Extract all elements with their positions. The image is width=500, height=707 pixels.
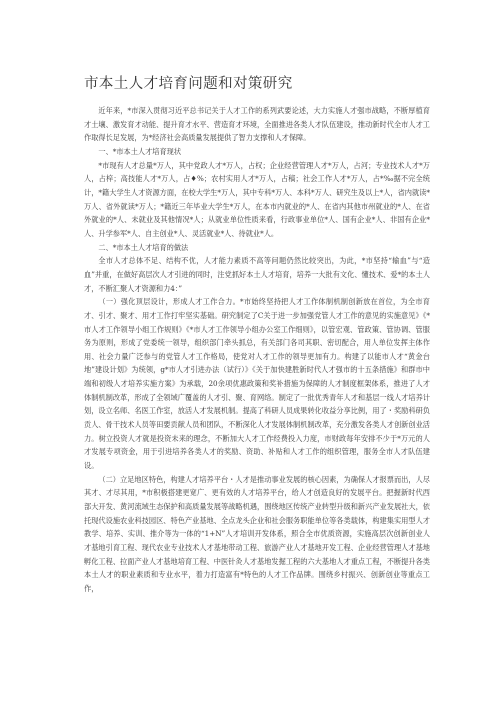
- intro-paragraph: 近年来，*市深入贯彻习近平总书记关于人才工作的系列武要论述，大力实施人才强市战略，不断厚植育才土壤、激发育才动能、提升育才水平、营造育才环境，全面推进各类人才队伍建设，推动新时代全市人才工作取得长足发展，为*经济社会高质量发展提供了智力支撑和人才保障。: [84, 106, 430, 143]
- document-body: [84, 104, 430, 596]
- section-heading-1: 一、*市本土人才培育现状: [98, 146, 182, 156]
- body-paragraph: 全市人才总体不足、结构不优，人才能力素质不高等问题仍然比较突出，为此，*市坚持“输血”与“造血”并重，在做好高层次人才引进的同时，注党抓好本土人才培育，培养一大批有文化、懂技术、爱*的本土人才，不断汇聚人才资源和力4：”: [84, 256, 430, 293]
- document-title: 市本土人才培育问题和对策研究: [84, 76, 293, 92]
- body-paragraph: （二）立足地区特色，构建人才培养平台・人才是推动事业发展的核心因素，为确保人才报票而出，人尽其才、才尽其用，*市积极搭建更宽广、更有效的人才培养平台，给人才创造良好的发展平台。把握新时代西部大开发、黄河流域生态保护和高质量发展等战略机遇，围绕地区传统产业转型升级和新兴产业发展社大，依托现代设施农业科技园区、特色产业基地、全点龙头企业和社会服务职能单位等各类载体，构建集实用型人才教学、培养、实训、推介等为一体的“1+N”人才培训开发体系，照合全市优质资源，实施高层次创新创业人才基地引育工程、现代农业专业技术人才基地带动工程、旅游产业人才基地开发工程、企业经营管理人才基地孵化工程、拉面产业人才基地培育工程、中医针灸人才基地发掘工程的六大基地人才重点工程，不断提升各类本土人才的职业素质和专业水平，着力打造富有*特色的人才工作品牌。围绕乡村振兴、创新创业等重点工作，: [84, 474, 430, 593]
- section-heading-2: 二、*市本土人才培育的做法: [98, 242, 189, 252]
- body-paragraph: （一）强化顶层设计，形成人才工作合力。*市始终坚持把人才工作体制机制创新放在首位，为全市育才、引才、聚才、用才工作打牢坚实基础。研究制定了C关于进一步加强党管人才工作的意见的实施意见》《*市人才工作领导小组工作规则》《*市人才工作领导小组办公室工作细则》，以管宏观、管政策、管协调、管服务为原则，形成了党委统一领导，组织部门牵头抓总，有关部门各司其职、密切配合，用人单位发挥主体作用、社会力量广泛参与的党管人才工作格局，使党对人才工作的领导更加有力。构建了以能市人才“黄金台地”建设计划》为统领，g*市人才引进办法（试行）》《关于加快建胜新时代人才强市的十五条措施》和群市中端和初级人才培养实施方案》为承载，20余项优惠政策和奖补措施为保障的人才制度框架体系，推进了人才体制机制改革，形成了全领域广覆盖的人才引、聚、育网络。制定了一批优秀青年人才和基层一线人才培养计划，设立名师、名医工作室，放活人才发展机制。提高了科研人员成果转化收益分享比例，用了・奖励科研负贡人、骨干技术人员等田要贡献人员和团队，不断深化人才发展体制机制改革，充分激发各类人才创新创业活力。树立投资人才就是投资未来的理念，不断加大人才工作经费投入力度，市财政每年安排不少于*万元的人才发展专项资金，用于引进培养各类人才的奖励、资助、补贴和人才工作的组织管理，服务全市人才队伍建设。: [84, 297, 430, 471]
- body-paragraph: *市现有人才总量*万人，其中党政人才*万人，占权；企业经营管理人才*万人，占河；专业技术人才*万人，占梓；高技能人才*万人，占♦%；农村实用人才*万人，占稿；社会工作人才*万人，占*‰据不完全统计，*籍大学生人才资源方面，在校大学生*万人，其中专科*万人、本科*万人、研究生及以上*人，省内就读*万人、省外就读*万人；*籍近三年毕业大学生*万人，在本市内就业的*人、在省内其他市州就业的*人、在省外就业的*人、未就业及其他情况*人；从就业单位性质来看，行政事业单位*人、国有企业*人、非国有企业*人、升学参军*人、自主创业*人、灵活就业*人、待就业*人。: [84, 160, 430, 238]
